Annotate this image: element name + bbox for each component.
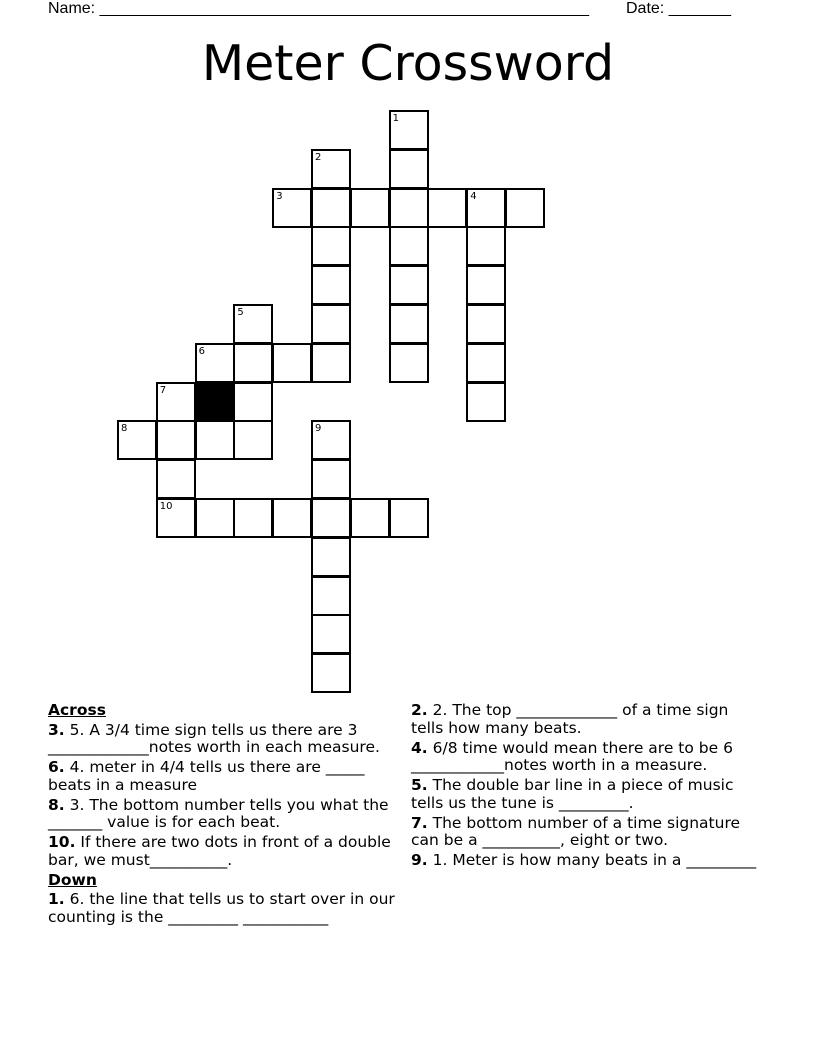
clue-item [411,852,763,870]
crossword-cell[interactable] [311,576,351,616]
crossword-cell[interactable] [311,149,351,189]
clue-number: 10 [159,501,173,512]
crossword-cell[interactable] [466,188,506,228]
crossword-cell[interactable] [311,614,351,654]
crossword-cell[interactable] [311,226,351,266]
crossword-cell[interactable] [195,420,235,460]
clue-item-text: If there are two dots in front of a double bar, we must__________. [48,833,391,869]
crossword-cell[interactable] [311,265,351,305]
crossword-cell[interactable] [466,304,506,344]
crossword-cell[interactable] [233,343,273,383]
crossword-cell[interactable] [233,304,273,344]
crossword-cell[interactable] [156,382,196,422]
clue-item [411,702,763,737]
clue-item-number: 10. [48,833,76,851]
clue-item-text: 4. meter in 4/4 tells us there are _____ beats in a measure [48,758,365,794]
clue-number: 5 [237,307,244,318]
clue-number: 4 [470,190,477,202]
clue-number: 6 [198,345,205,357]
clue-item [411,815,763,850]
across-clue-list [48,722,400,870]
crossword-cell[interactable] [350,498,390,538]
clue-item [48,722,400,757]
clue-item-text: The bottom number of a time signature can be a __________, eight or two. [411,813,741,849]
down-heading: Down [48,870,97,889]
clue-number: 2 [315,151,322,163]
down-clue-list-left [48,891,400,926]
clue-item-number: 2. [411,701,428,719]
clue-item [411,740,763,775]
crossword-cell[interactable] [311,498,351,538]
crossword-cell[interactable] [505,188,545,228]
crossword-cell[interactable] [195,498,235,538]
crossword-cell[interactable] [389,188,429,228]
across-heading: Across [48,701,106,719]
clue-number: 3 [276,190,283,202]
crossword-cell[interactable] [389,265,429,305]
crossword-cell[interactable] [466,343,506,383]
crossword-cell[interactable] [272,498,312,538]
clue-item [48,834,400,869]
clue-item [48,759,400,794]
crossword-cell[interactable] [427,188,467,228]
clue-number: 1 [392,113,399,124]
crossword-cell[interactable] [389,149,429,189]
crossword-cell[interactable] [466,226,506,266]
clue-item-number: 1. [48,890,65,908]
crossword-cell[interactable] [311,304,351,344]
crossword-cell[interactable] [466,265,506,305]
clue-item-text: The double bar line in a piece of music tells us the tune is _________. [411,776,734,812]
clue-item-number: 6. [48,758,65,776]
crossword-cell[interactable] [311,459,351,499]
clue-item-text: 6. the line that tells us to start over in our counting is the _________ ___________ [48,890,395,926]
crossword-cell[interactable] [272,343,312,383]
crossword-cell[interactable] [233,382,273,422]
crossword-cell[interactable] [389,110,429,150]
clue-item-number: 7. [411,813,428,832]
clue-number: 9 [315,423,322,435]
clue-item [48,797,400,832]
clue-item [411,777,763,812]
crossword-cell[interactable] [311,188,351,228]
clue-item-text: 2. The top _____________ of a time sign tells how many beats. [411,701,729,737]
down-clue-list-right [411,702,763,870]
clue-item [48,891,400,926]
crossword-cell[interactable] [117,420,157,460]
crossword-cell[interactable] [311,653,351,693]
crossword-cell[interactable] [156,498,196,538]
clues-right-column [411,702,763,872]
clue-item-text: 3. The bottom number tells you what the _______ value is for each beat. [48,795,389,831]
clues-left-column [48,702,400,929]
clue-item-number: 5. [411,776,428,794]
crossword-black-cell [195,382,235,422]
crossword-cell[interactable] [389,343,429,383]
clue-item-number: 8. [48,795,65,814]
crossword-cell[interactable] [233,498,273,538]
clue-item-text: 6/8 time would mean there are to be 6 ____________notes worth in a measure. [411,738,733,774]
crossword-cell[interactable] [233,420,273,460]
clue-item-text: 5. A 3/4 time sign tells us there are 3 _____________notes worth in each measure. [48,720,380,756]
crossword-cell[interactable] [156,459,196,499]
crossword-cell[interactable] [389,226,429,266]
crossword-cell[interactable] [311,537,351,577]
clue-number: 8 [121,423,128,435]
date-field-label[interactable]: Date: _______ [626,0,731,17]
crossword-cell[interactable] [156,420,196,460]
crossword-cell[interactable] [311,343,351,383]
crossword-cell[interactable] [466,382,506,422]
crossword-cell[interactable] [389,498,429,538]
clue-number: 7 [159,384,167,396]
clue-item-number: 4. [411,738,428,757]
crossword-cell[interactable] [350,188,390,228]
clue-item-text: 1. Meter is how many beats in a _________ [427,851,757,869]
name-field-label[interactable]: Name: _______________________________________________________ [48,0,589,17]
crossword-cell[interactable] [311,420,351,460]
page-title: Meter Crossword [201,35,615,92]
crossword-cell[interactable] [272,188,312,228]
clue-item-number: 3. [48,720,65,739]
clue-item-number: 9. [411,851,428,869]
crossword-cell[interactable] [195,343,235,383]
crossword-cell[interactable] [389,304,429,344]
